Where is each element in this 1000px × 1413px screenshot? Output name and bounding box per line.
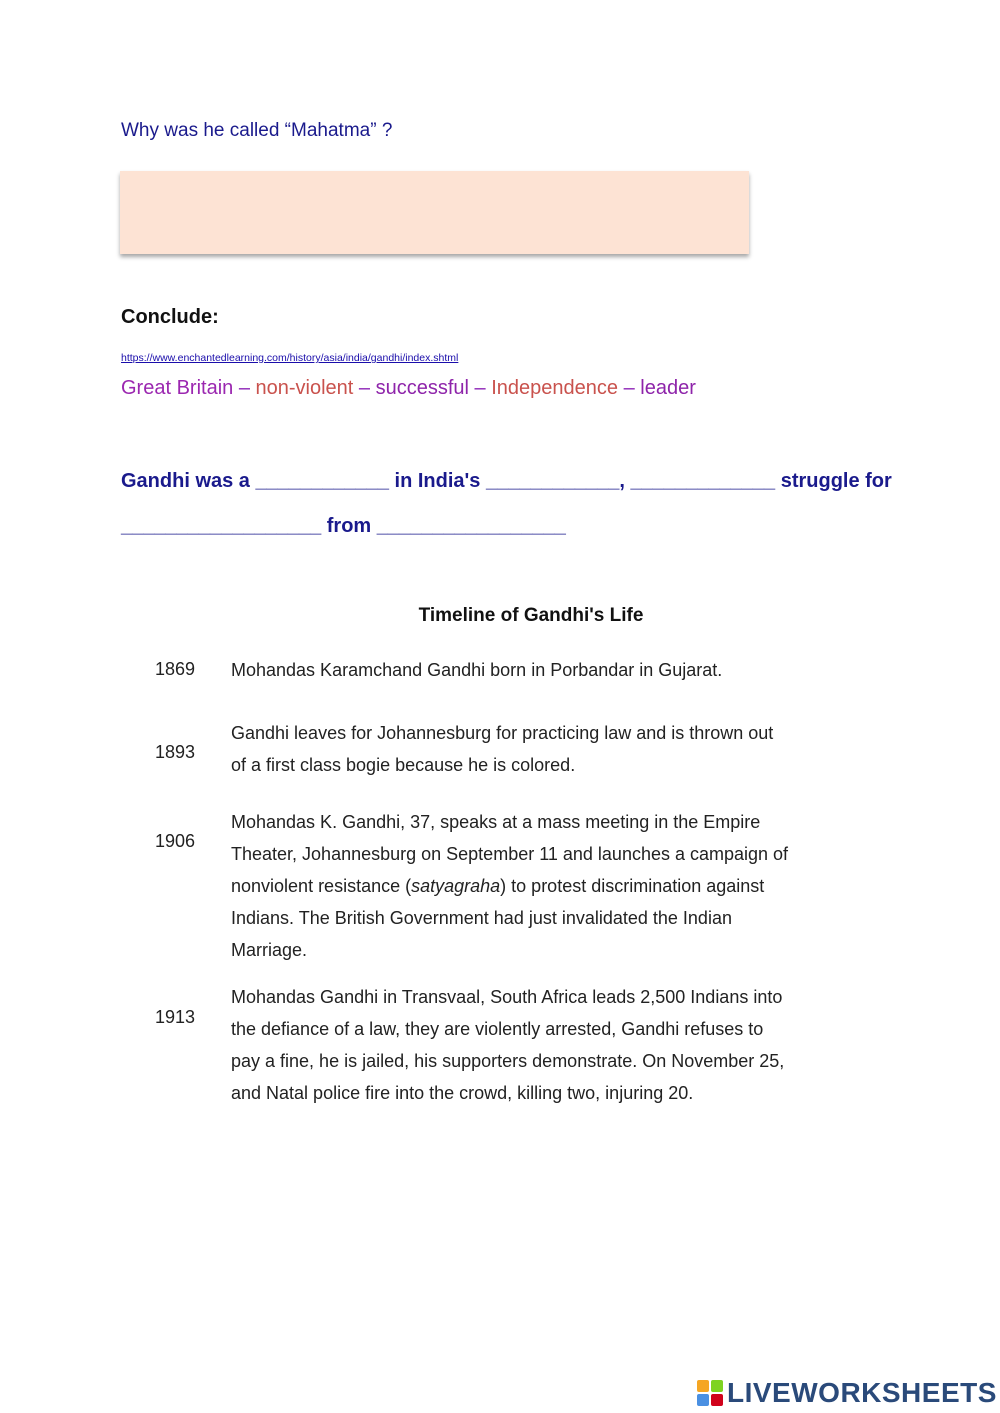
word-bank-item: non-violent [255, 377, 354, 399]
question-mahatma: Why was he called “Mahatma” ? [121, 120, 393, 141]
timeline-text: Mohandas Gandhi in Transvaal, South Africa leads 2,500 Indians into the defiance of a law, they are violently arrested, Gandhi refuses to pay a fine, he is jailed, his supporters demonstrate. On November 25, and Natal police fire into the crowd, killing two, injuring 20. [231, 987, 785, 1103]
answer-input[interactable] [120, 171, 749, 254]
logo-mark-tile [697, 1394, 709, 1406]
logo-mark-icon [697, 1380, 723, 1406]
word-bank-item: Great Britain [121, 377, 234, 399]
conclude-heading: Conclude: [121, 306, 219, 328]
liveworksheets-logo [697, 1376, 997, 1410]
logo-mark-tile [711, 1380, 723, 1392]
source-link[interactable]: https://www.enchantedlearning.com/history/asia/india/gandhi/index.shtml [121, 352, 459, 364]
timeline-year: 1906 [155, 831, 196, 851]
word-bank: Great Britain – non-violent – successful – Independence – leader [121, 377, 696, 399]
fill-in-line-1: Gandhi was a ____________ in India's ____________, _____________ struggle for [121, 470, 892, 492]
word-bank-item: leader [640, 377, 696, 399]
timeline-year: 1869 [155, 659, 196, 679]
timeline-text: Gandhi leaves for Johannesburg for practicing law and is thrown out of a first class bogie because he is colored. [231, 723, 774, 775]
answer-box[interactable] [120, 171, 749, 254]
logo-text: LIVEWORKSHEETS [727, 1377, 997, 1408]
logo-mark-tile [697, 1380, 709, 1392]
timeline-text: Mohandas Karamchand Gandhi born in Porbandar in Gujarat. [231, 660, 723, 680]
word-bank-item: Independence [491, 377, 619, 399]
fill-in-line-2: __________________ from _________________ [121, 515, 566, 537]
word-bank-item: successful [375, 377, 469, 399]
timeline-title: Timeline of Gandhi's Life [418, 605, 644, 626]
timeline-text: Mohandas K. Gandhi, 37, speaks at a mass meeting in the Empire Theater, Johannesburg on September 11 and launches a campaign of nonviolent resistance (satyagraha) to protest discrimination against Indians. The British Government had just invalidated the Indian Marriage. [231, 812, 789, 960]
logo-mark-tile [711, 1394, 723, 1406]
timeline-year: 1913 [155, 1007, 196, 1027]
timeline-year: 1893 [155, 742, 196, 762]
